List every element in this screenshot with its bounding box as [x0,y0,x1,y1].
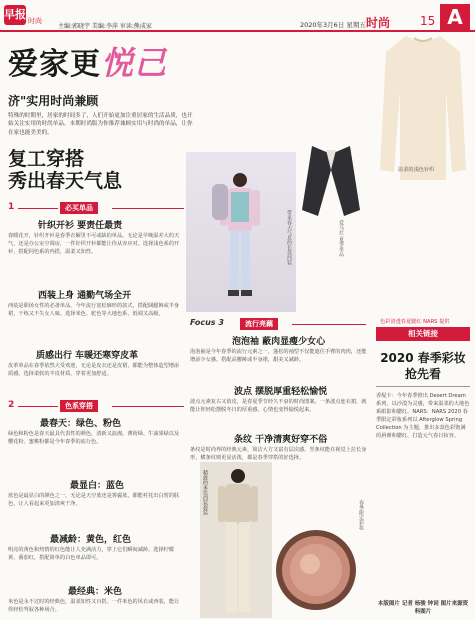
blush-compact-image [274,528,358,612]
related-links-tag: 相关链接 [376,327,470,341]
section-number-2: 2 [8,400,15,410]
model-photo-blazer [200,168,280,306]
logo-subtitle: 时尚 [28,17,42,25]
tag-must-buy: 必买单品 [60,202,98,214]
heading-stripes: 条纹 干净清爽好穿不俗 [234,435,328,445]
para-leather: 皮革单品在春季依然大受欢迎，无论是皮衣还是皮裙，都能为整体造型增添质感。选择柔软的羊皮材质，穿着更加舒适。 [8,363,180,377]
photo-credits: 本版图片 记者 杨骏 钟词 图片来源资料图片 [377,601,469,615]
headline-line-2: 秀出春天气息 [8,170,123,192]
page-letter: A [440,4,470,30]
tag-color-match: 色系穿搭 [60,400,98,412]
heading-green-pink: 最春天：绿色、粉色 [40,419,122,429]
heading-puff-sleeve: 泡泡袖 蔽肉显瘦少女心 [232,337,326,347]
tag-trend: 流行亮藕 [240,318,278,330]
tag-rule [18,208,58,209]
section-name: 时尚 [366,16,391,30]
tag-rule [112,406,184,407]
page-number: 15 [420,14,436,28]
tag-rule [292,324,366,325]
title-main: 爱家更 [8,47,101,82]
para-blazer: 西装是职场女性的必备单品，今年流行宽松廓形的款式，搭配阔腿裤或半身裙，干练又不失女人味。选择米色、驼色等大地色系，低调又高级。 [8,303,180,317]
photo-caption: 带来春天气息的长款西装 [286,210,292,265]
model-photo-suit [200,462,272,618]
heading-blazer: 西装上身 通勤气场全开 [38,291,132,301]
sidebar-rule [376,386,470,387]
tag-rule [18,406,58,407]
sidebar-title: 2020 春季彩妆抢先看 [380,351,466,381]
para-beige: 米色是永不过时的经典色，温柔知性又百搭。一件米色的风衣或西装，能让你轻松驾驭各种场合。 [8,599,180,613]
page-title [8,38,167,84]
editor-credits: 主编:郭晓宇 美编:李萍 审读:熊成家 [58,23,152,30]
heading-blue: 最显白：蓝色 [70,481,125,491]
para-green-pink: 绿色和粉色是春天最具代表性的颜色，清新又浪漫。薄荷绿、牛油果绿以及樱花粉、蜜桃粉都是今年春季的流行色。 [8,431,180,445]
intro-paragraph: 特殊的时期里，居家的时间多了，人们开始更加注重居家的生活品质，也开始关注实用的时尚单品。本期时尚版为你推荐兼顾实用与时尚的单品，让你在家也能美美的。 [8,113,193,136]
model2-caption: 精致的米色西装套装 [202,470,208,515]
sidebar-text: 香缇卡：今年春季推出 Desert Dream 系列，以沙漠为灵感，带来温柔的大地色系眼影和腮红。NARS：NARS 2020 春季限定彩妆系列以 Afterglow Spring Collection 为主题，推出多款色彩饱满的唇膏和腮红，打造元气春日妆容。 [376,393,470,439]
para-puff-sleeve: 泡泡袖是今年春季的流行元素之一，蓬松的袖型不仅能遮住手臂的肉肉，还能增添少女感。搭配高腰裤或半身裙，甜美又减龄。 [190,349,367,363]
jacket-caption: 爱马仕 夏季单品 [338,220,344,257]
para-polka-dot: 波点元素复古又俏皮，是春夏季节经久不衰的时尚图案。一条波点连衣裙，就能让你轻松摆脱冬日的厚重感，心情也变得愉悦起来。 [190,399,367,413]
sweater-caption: 温柔的浅色针织 [398,167,435,173]
section-number-1: 1 [8,202,15,212]
heading-yellow-red: 最减龄：黄色，红色 [50,535,132,545]
para-cardigan: 春暖花开，针织开衫是春季衣橱里不可或缺的单品。无论是早晚温差大的天气，还是办公室空调房，一件针织开衫都能让你从容应对。选择浅色系的开衫，搭配同色系的内搭，温柔又知性。 [8,233,180,255]
heading-leather: 质感出行 车暖还寒穿皮革 [36,351,139,361]
newspaper-logo: 早报 [4,5,26,25]
para-yellow-red: 明亮的黄色和热情的红色能让人充满活力，穿上它们瞬间减龄。选择柠檬黄、番茄红，搭配简单的白色单品即可。 [8,547,175,561]
compact-caption: 春季限定彩妆 [358,500,364,530]
heading-beige: 最经典：米色 [68,587,123,597]
heading-cardigan: 针织开衫 要责任最责 [38,221,123,231]
headline-line-1: 复工穿搭 [8,148,85,170]
title-accent: 悦己 [101,44,168,82]
jacket-product-image [298,140,364,222]
para-stripes: 条纹是时尚界的经典元素，简洁大方又富有层次感。竖条纹能在视觉上拉长身形，横条纹则更显活泼，都是春季穿搭的好选择。 [190,447,367,461]
focus-label: Focus 3 [190,318,224,327]
heading-polka-dot: 波点 摆脱厚重轻松愉悦 [234,387,328,397]
issue-date: 2020年3月6日 星期五 [300,21,366,29]
product-caption: 色彩清透春夏腮红 NARS 提供 [380,319,450,325]
page-subtitle: 济"实用时尚兼顾 [8,94,99,108]
para-blue: 蓝色是最显白的颜色之一，无论是天空蓝还是雾霾蓝，都能衬托出白皙的肤色，让人看起来更加清爽干净。 [8,493,180,507]
tag-rule [112,208,184,209]
